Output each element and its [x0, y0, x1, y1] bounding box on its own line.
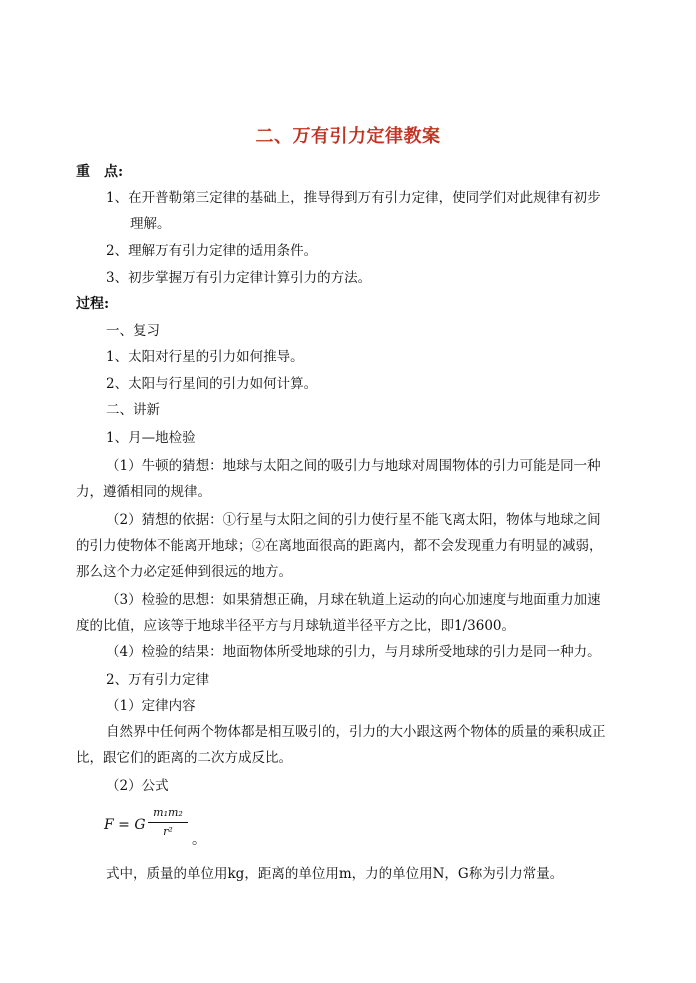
units-explanation: 式中，质量的单位用kg，距离的单位用m，力的单位用N，G称为引力常量。	[106, 866, 564, 882]
formula-lhs: F = G	[104, 817, 146, 833]
paragraph-idea: （3）检验的思想：如果猜想正确，月球在轨道上运动的向心加速度与地面重力加速	[106, 592, 601, 608]
fraction-bar	[148, 822, 188, 823]
key-point-3: 3、初步掌握万有引力定律计算引力的方法。	[106, 270, 372, 286]
formula-denominator: r²	[163, 825, 173, 838]
paragraph-idea-cont: 度的比值，应该等于地球半径平方与月球轨道半径平方之比，即1/3600。	[76, 618, 515, 634]
paragraph-guess: （1）牛顿的猜想：地球与太阳之间的吸引力与地球对周围物体的引力可能是同一种	[106, 458, 601, 474]
formula-fraction	[148, 805, 188, 840]
law-content-text: 自然界中任何两个物体都是相互吸引的，引力的大小跟这两个物体的质量的乘积成正	[106, 724, 606, 740]
formula-period: 。	[192, 832, 206, 848]
process-heading: 过程:	[76, 296, 110, 312]
section-2-heading: 2、万有引力定律	[106, 672, 210, 688]
formula-heading: （2）公式	[106, 778, 169, 794]
paragraph-basis-cont: 的引力使物体不能离开地球；②在离地面很高的距离内，都不会发现重力有明显的减弱，	[76, 538, 603, 554]
paragraph-result: （4）检验的结果：地面物体所受地球的引力，与月球所受地球的引力是同一种力。	[106, 644, 601, 660]
key-points-heading: 重 点:	[76, 164, 124, 180]
law-content-heading: （1）定律内容	[106, 698, 196, 714]
new-lesson-heading: 二、讲新	[106, 402, 160, 418]
key-point-1: 1、在开普勒第三定律的基础上，推导得到万有引力定律，使同学们对此规律有初步	[106, 190, 601, 206]
formula-numerator: m₁m₂	[153, 806, 183, 819]
review-item-1: 1、太阳对行星的引力如何推导。	[106, 349, 304, 365]
key-point-2: 2、理解万有引力定律的适用条件。	[106, 243, 318, 259]
review-item-2: 2、太阳与行星间的引力如何计算。	[106, 376, 318, 392]
law-content-text-cont: 比，跟它们的距离的二次方成反比。	[76, 750, 292, 766]
paragraph-basis: （2）猜想的依据：①行星与太阳之间的引力使行星不能飞离太阳，物体与地球之间	[106, 512, 601, 528]
key-point-1-cont: 理解。	[130, 216, 171, 232]
review-heading: 一、复习	[106, 323, 160, 339]
gravitation-formula	[104, 805, 214, 855]
paragraph-basis-end: 那么这个力必定延伸到很远的地方。	[76, 564, 292, 580]
paragraph-guess-cont: 力，遵循相同的规律。	[76, 484, 211, 500]
document-title: 二、万有引力定律教案	[255, 126, 441, 147]
section-1-heading: 1、月—地检验	[106, 430, 196, 446]
